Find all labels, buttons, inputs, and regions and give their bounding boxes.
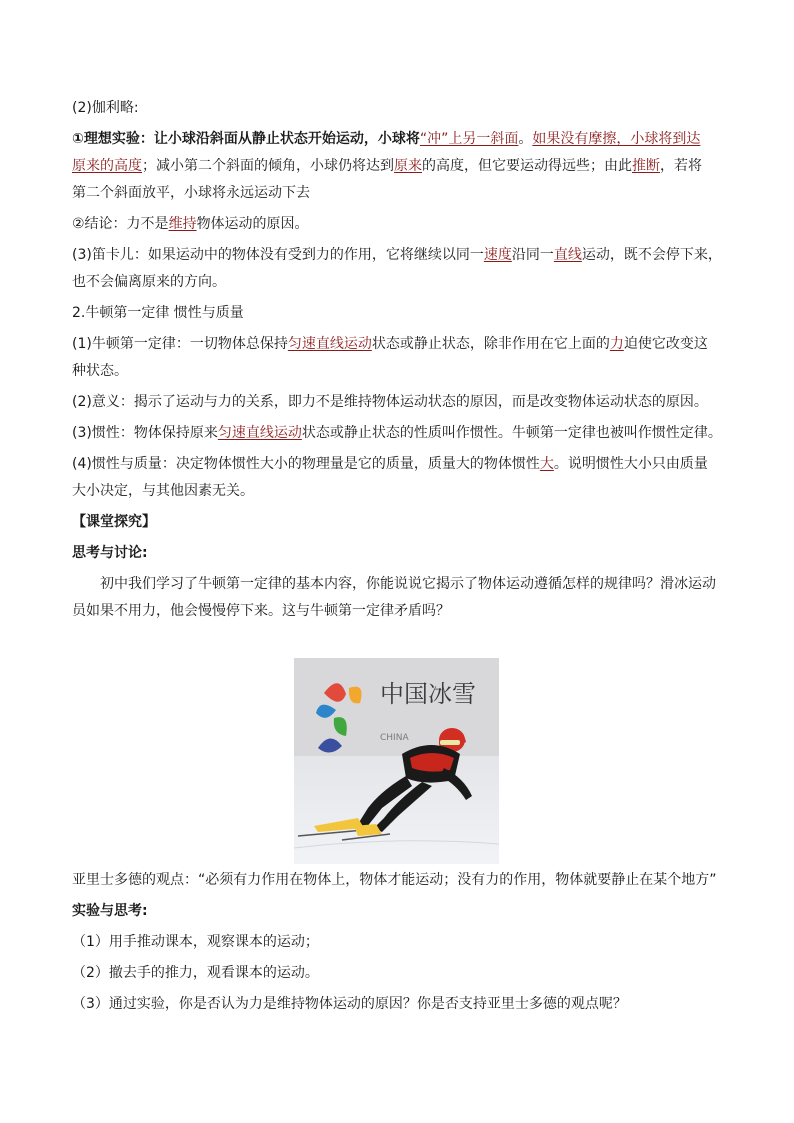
meaning-line: (2)意义：揭示了运动与力的关系，即力不是维持物体运动状态的原因，而是改变物体运动状态的原因。 <box>72 394 708 410</box>
content-top <box>72 98 722 632</box>
step-1: （1）用手推动课本，观察课本的运动； <box>72 934 319 950</box>
aristotle-line: 亚里士多德的观点：“必须有力作用在物体上，物体才能运动；没有力的作用，物体就要静止在某个地方” <box>72 872 717 888</box>
think-discuss-heading: 思考与讨论: <box>72 545 148 561</box>
inertia-mass-line-1: (4)惯性与质量：决定物体惯性大小的物理量是它的质量，质量大的物体惯性大。说明惯性大小只由质量 <box>72 456 708 472</box>
step-3: （3）通过实验，你是否认为力是维持物体运动的原因？你是否支持亚里士多德的观点呢？ <box>72 996 627 1012</box>
paragraph-1-line-2: 员如果不用力，他会慢慢停下来。这与牛顿第一定律矛盾吗？ <box>72 603 450 619</box>
experiment-think-heading: 实验与思考: <box>72 903 148 919</box>
paragraph-1-line-1: 初中我们学习了牛顿第一定律的基本内容，你能说说它揭示了物体运动遵循怎样的规律吗？滑冰运动 <box>100 576 716 592</box>
class-explore-heading: 【课堂探究】 <box>72 514 156 530</box>
newton-first-law-line-1: (1)牛顿第一定律：一切物体总保持匀速直线运动状态或静止状态，除非作用在它上面的力迫使它改变这 <box>72 336 708 352</box>
section-2-title: 2.牛顿第一定律 惯性与质量 <box>72 305 244 321</box>
speed-skater-photo <box>294 658 499 864</box>
inertia-line: (3)惯性：物体保持原来匀速直线运动状态或静止状态的性质叫作惯性。牛顿第一定律也被叫作惯性定律。 <box>72 425 722 441</box>
step-2: （2）撤去手的推力，观看课本的运动。 <box>72 965 319 981</box>
descartes-line-2: 也不会偏离原来的方向。 <box>72 274 226 290</box>
ideal-experiment-line-1: ①理想实验：让小球沿斜面从静止状态开始运动，小球将“冲”上另一斜面。如果没有摩擦，小球将到达 <box>72 131 701 147</box>
galileo-heading: (2)伽利略: <box>72 100 139 116</box>
inertia-mass-line-2: 大小决定，与其他因素无关。 <box>72 483 254 499</box>
banner-subtext: CHINA <box>380 733 409 743</box>
conclusion-line: ②结论：力不是维持物体运动的原因。 <box>72 216 309 232</box>
banner-text: 中国冰雪 <box>380 680 476 708</box>
descartes-line-1: (3)笛卡儿：如果运动中的物体没有受到力的作用，它将继续以同一速度沿同一直线运动，既不会停下来， <box>72 247 722 263</box>
content-bottom <box>72 870 732 1025</box>
ideal-experiment-line-3: 第二个斜面放平，小球将永远运动下去 <box>72 185 310 201</box>
ideal-experiment-line-2: 原来的高度；减小第二个斜面的倾角，小球仍将达到原来的高度，但它要运动得远些；由此推断，若将 <box>72 158 702 174</box>
newton-first-law-line-2: 种状态。 <box>72 363 128 379</box>
